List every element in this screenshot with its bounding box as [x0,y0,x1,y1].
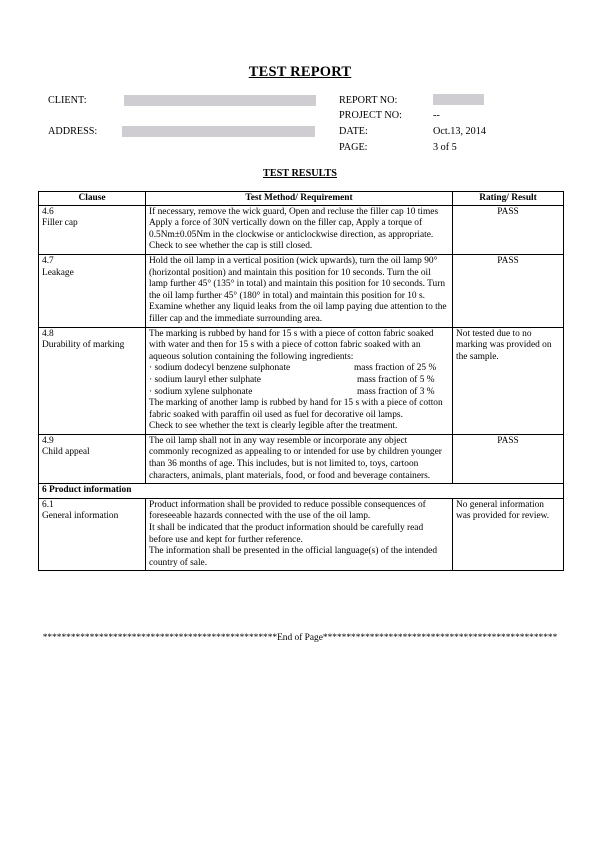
date-value: Oct.13, 2014 [433,126,486,137]
ingredient-name: · sodium lauryl ether sulphate [149,374,261,385]
result-cell: PASS [453,254,564,327]
requirement-text: Product information shall be provided to reduce possible consequences of foreseeable hazards connected with the use of the oil lamp. [149,499,426,522]
section-heading: 6 Product information [39,484,564,499]
project-no-value: -- [433,110,440,121]
clause-cell [39,434,146,483]
result-cell: PASS [453,205,564,254]
ingredient-fraction: mass fraction of 25 % [354,363,437,374]
column-header-result: Rating/ Result [453,192,564,206]
requirement-text: The marking of another lamp is rubbed by hand for 15 s with a piece of cotton fabric soaked with paraffin oil used as fuel for decorative oil lamps. [149,398,443,420]
address-redaction [122,126,315,137]
ingredient-name: · sodium xylene sulphonate [149,386,253,397]
clause-cell [39,205,146,254]
clause-cell [39,498,146,571]
requirement-text: Apply a force of 30N vertically down on the filler cap, Apply a torque of 0.5Nm±0.05Nm in the clockwise or anticlockwise direction, as appropriate. Check to see whether the cap is still closed. [149,218,434,252]
report-no-redaction [433,94,484,105]
report-title: TEST REPORT [248,64,352,80]
requirement-text: If necessary, remove the wick guard, Open and recluse the filler cap 10 times [149,206,439,217]
requirement-text: The marking is rubbed by hand for 15 s with a piece of cotton fabric soaked with water and then for 15 s with a piece of cotton fabric soaked with an aqueous solution containing the following ingredients: [149,328,434,362]
ingredient-line [149,387,449,399]
page-label: PAGE: [339,142,368,153]
ingredient-name: · sodium dodecyl benzene sulphonate [149,363,291,374]
date-label: DATE: [339,126,368,137]
table-row [39,434,564,483]
requirement-text: Hold the oil lamp in a vertical position (wick upwards), turn the oil lamp 90° (horizontal position) and maintain this position for 10 seconds. Turn the oil lamp further 45° (135° in total) and maintain this position for 10 seconds. Turn the oil lamp further 45° (180° in total) and maintain this position for 10 s. [149,255,446,301]
requirement-cell [146,434,453,483]
clause-name: Child appeal [42,447,90,458]
clause-number: 4.9 [42,435,54,446]
section-heading-row [39,484,564,499]
column-header-requirement: Test Method/ Requirement [146,192,453,206]
client-redaction [124,95,316,106]
table-row [39,205,564,254]
ingredient-fraction: mass fraction of 5 % [357,374,435,385]
clause-name: Leakage [42,267,74,278]
end-of-page-marker: **************************************************End of Page************************************************** [42,633,558,643]
clause-number: 4.6 [42,206,54,217]
requirement-cell [146,498,453,571]
report-no-label: REPORT NO: [339,95,398,106]
result-cell: PASS [453,434,564,483]
clause-name: Filler cap [42,218,78,229]
clause-cell [39,327,146,434]
column-header-clause: Clause [39,192,146,206]
ingredient-line [149,375,449,387]
ingredient-fraction: mass fraction of 3 % [357,386,435,397]
ingredient-line [149,363,449,375]
requirement-text: Examine whether any liquid leaks from the oil lamp paying due attention to the filler cap and the immediate surrounding area. [149,302,447,324]
page-value: 3 of 5 [433,142,457,153]
address-label: ADDRESS: [48,126,98,137]
test-results-table [38,191,564,571]
clause-name: Durability of marking [42,340,125,351]
table-header-row [39,192,564,206]
clause-number: 6.1 [42,499,54,510]
requirement-cell [146,254,453,327]
client-label: CLIENT: [48,95,87,106]
requirement-text: Check to see whether the text is clearly legible after the treatment. [149,421,398,432]
result-cell: No general information was provided for review. [453,498,564,571]
result-cell: Not tested due to no marking was provided on the sample. [453,327,564,434]
requirement-text: The information shall be presented in the official language(s) of the intended country of sale. [149,546,438,568]
clause-number: 4.8 [42,328,54,339]
table-row [39,498,564,571]
table-row [39,327,564,434]
clause-name: General information [42,511,119,522]
test-results-title: TEST RESULTS [263,168,337,179]
project-no-label: PROJECT NO: [339,110,402,121]
clause-cell [39,254,146,327]
table-row [39,254,564,327]
requirement-text: The oil lamp shall not in any way resemble or incorporate any object commonly recognized as appealing to or intended for use by children younger than 36 months of age. This includes, but is not limited to, toys, cartoon characters, animals, plant materials, food, or food and beverage containers. [149,435,442,481]
requirement-text: It shall be indicated that the product information should be carefully read before use and kept for further reference. [149,523,424,545]
requirement-cell [146,205,453,254]
requirement-cell [146,327,453,434]
clause-number: 4.7 [42,255,54,266]
